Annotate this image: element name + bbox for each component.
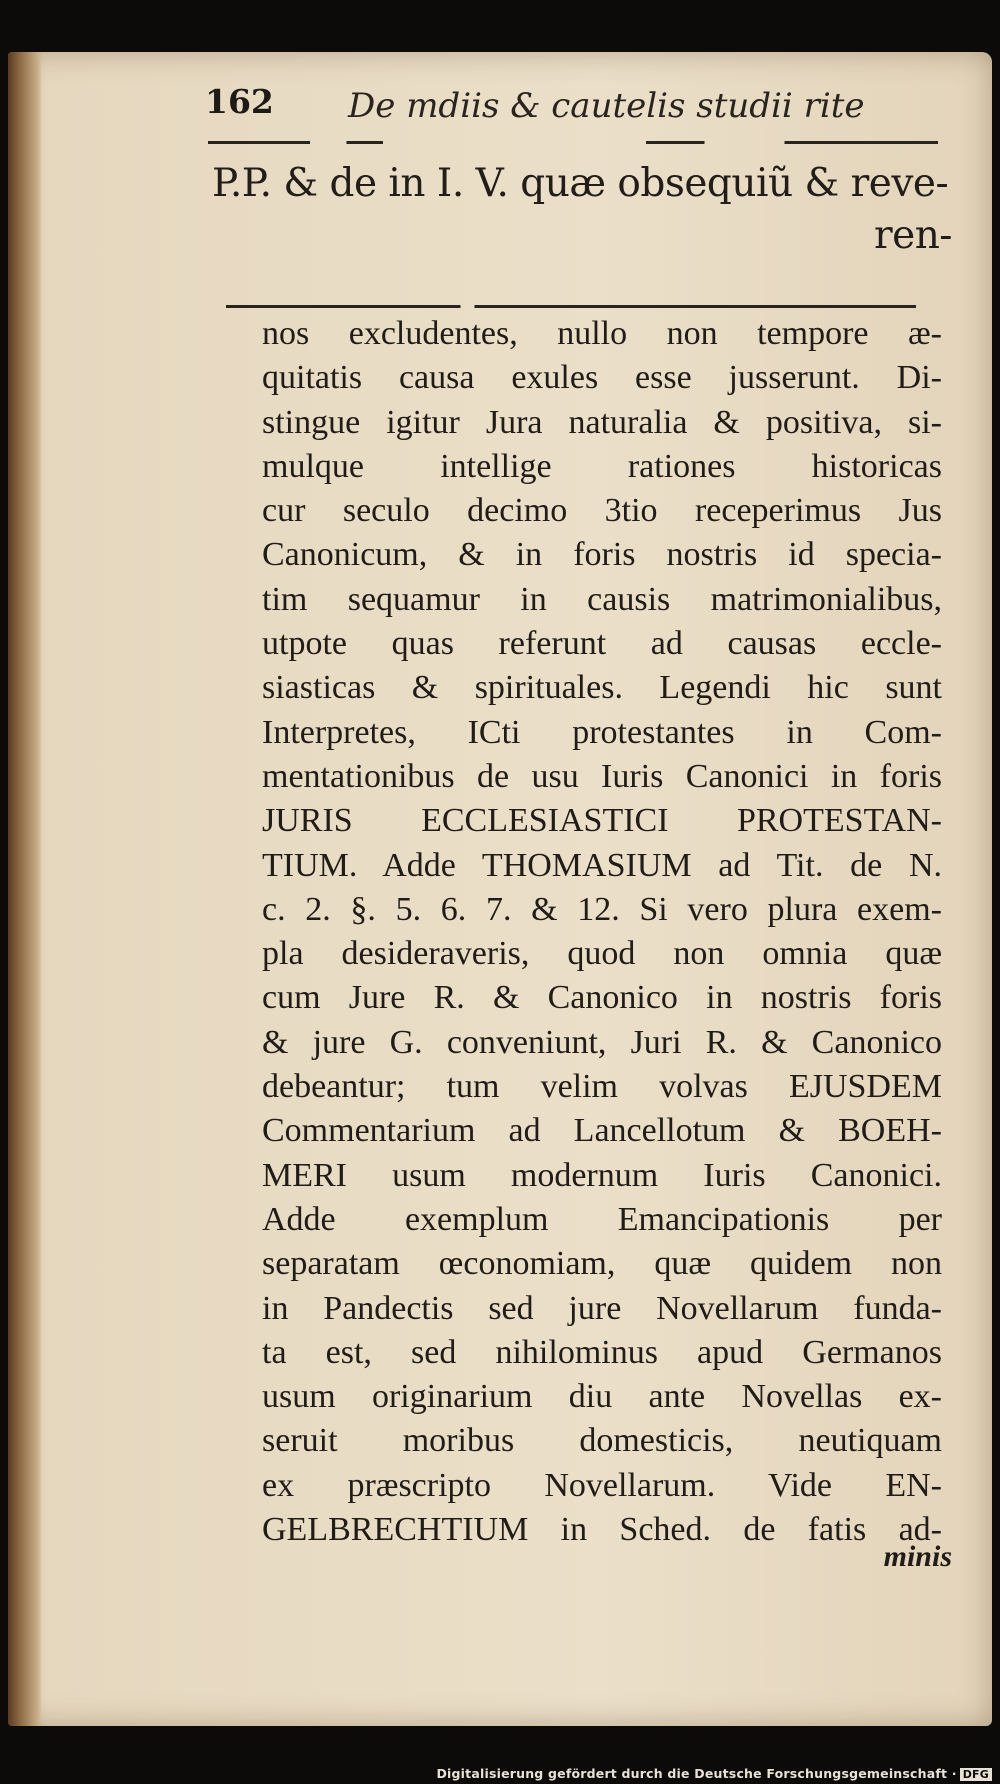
text-line: ex præscripto Novellarum. Vide EN-: [262, 1466, 942, 1504]
dfg-logo: DFG: [960, 1768, 992, 1781]
text-line: tim sequamur in causis matrimonialibus,: [262, 580, 942, 618]
catchword: minis: [883, 1540, 952, 1573]
text-line: utpote quas referunt ad causas eccle-: [262, 625, 942, 663]
text-line: JURIS ECCLESIASTICI PROTESTAN-: [262, 802, 942, 840]
running-title: De mdiis & cautelis studii rite: [348, 86, 865, 126]
text-line: pla desideraveris, quod non omnia quæ: [262, 935, 942, 973]
page-number: 162: [205, 82, 274, 121]
text-line: siasticas & spirituales. Legendi hic sunt: [262, 669, 942, 707]
text-line: quitatis causa exules esse jusserunt. Di-: [262, 359, 942, 397]
bleed-through-line: P.P. & de in I. V. quæ obsequiũ & reve-: [212, 161, 949, 206]
text-line: cur seculo decimo 3tio receperimus Jus: [262, 492, 942, 530]
text-line: stingue igitur Jura naturalia & positiva, si-: [262, 403, 942, 441]
book-spine-edge: [8, 52, 42, 1726]
text-line: Canonicum, & in foris nostris id specia-: [262, 536, 942, 574]
digitization-footer: [436, 1766, 992, 1781]
header-rule-top: [208, 141, 938, 144]
text-line: debeantur; tum velim volvas EJUSDEM: [262, 1068, 942, 1106]
text-line: c. 2. §. 5. 6. 7. & 12. Si vero plura exem-: [262, 890, 942, 928]
bleed-through-line: ren-: [873, 213, 952, 258]
text-line: Adde exemplum Emancipationis per: [262, 1200, 942, 1238]
text-line: usum originarium diu ante Novellas ex-: [262, 1378, 942, 1416]
text-line: GELBRECHTIUM in Sched. de fatis ad-: [262, 1511, 942, 1549]
text-line: nos excludentes, nullo non tempore æ-: [262, 315, 942, 352]
text-line: TIUM. Adde THOMASIUM ad Tit. de N.: [262, 846, 942, 884]
text-line: seruit moribus domesticis, neutiquam: [262, 1422, 942, 1460]
text-line: Interpretes, ICti protestantes in Com-: [262, 713, 942, 751]
footer-text: Digitalisierung gefördert durch die Deutsche Forschungsgemeinschaft ·: [436, 1766, 957, 1781]
text-line: ta est, sed nihilominus apud Germanos: [262, 1333, 942, 1371]
text-line: cum Jure R. & Canonico in nostris foris: [262, 979, 942, 1017]
text-line: mulque intellige rationes historicas: [262, 447, 942, 485]
text-line: MERI usum modernum Iuris Canonici.: [262, 1156, 942, 1194]
text-line: & jure G. conveniunt, Juri R. & Canonico: [262, 1023, 942, 1061]
header-rule-bottom: [226, 305, 916, 308]
body-text: [262, 312, 942, 1552]
text-line: mentationibus de usu Iuris Canonici in foris: [262, 757, 942, 795]
text-line: Commentarium ad Lancellotum & BOEH-: [262, 1112, 942, 1150]
text-line: in Pandectis sed jure Novellarum funda-: [262, 1289, 942, 1327]
text-line: separatam œconomiam, quæ quidem non: [262, 1245, 942, 1283]
bleed-through-text: [212, 158, 952, 262]
